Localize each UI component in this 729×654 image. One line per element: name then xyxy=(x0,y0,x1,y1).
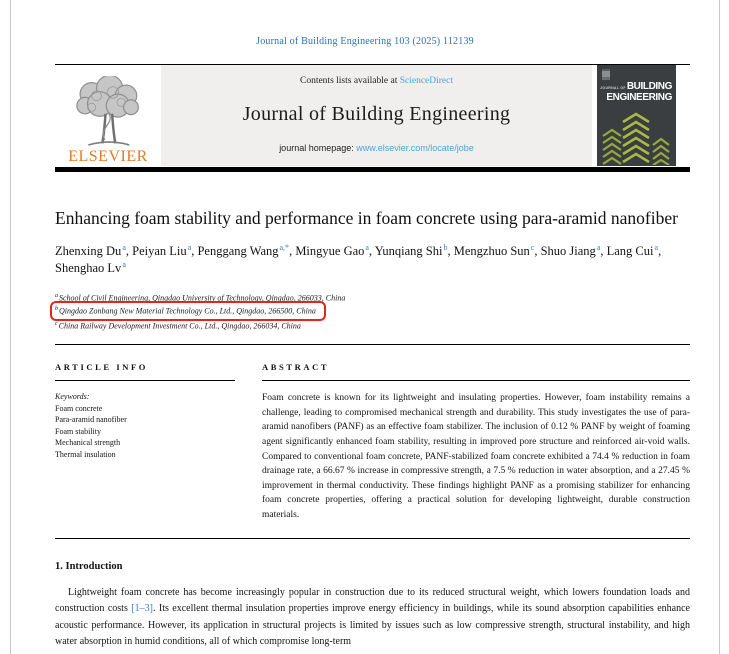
info-abstract-columns xyxy=(55,345,690,522)
keyword: Mechanical strength xyxy=(55,438,121,448)
author-name: Peiyan Liu xyxy=(132,244,187,259)
keyword: Foam concrete xyxy=(55,403,103,413)
cover-title-line2: ENGINEERING xyxy=(606,92,672,103)
introduction-text-before-ref: Lightweight foam concrete has become increasingly popular in construction due to its reduced structural weight, which lowers foundation loads and construction costs xyxy=(55,587,690,615)
author-affiliation-mark[interactable]: a,* xyxy=(279,243,290,253)
homepage-line xyxy=(161,143,592,153)
author xyxy=(55,261,126,275)
introduction-paragraph xyxy=(55,585,690,650)
journal-citation-link[interactable]: Journal of Building Engineering 103 (2025) 112139 xyxy=(256,36,474,47)
affiliation-list xyxy=(55,291,690,332)
journal-cover-thumbnail xyxy=(597,65,676,166)
author xyxy=(55,244,132,258)
author-affiliation-mark[interactable]: a xyxy=(365,243,369,253)
author-name: Lang Cui xyxy=(606,244,654,259)
author xyxy=(541,244,607,258)
sciencedirect-link[interactable]: ScienceDirect xyxy=(399,76,453,86)
affiliation-mark: a xyxy=(55,292,58,299)
article-body xyxy=(11,207,719,650)
affiliation-text: School of Civil Engineering, Qingdao University of Technology, Qingdao, 266033, China xyxy=(59,293,346,303)
author-name: Shenghao Lv xyxy=(55,260,122,275)
homepage-prefix: journal homepage: xyxy=(279,143,357,153)
reference-link-1-3[interactable]: [1–3] xyxy=(131,603,153,615)
article-title: Enhancing foam stability and performance in foam concrete using para-aramid nanofiber xyxy=(55,208,678,228)
author-affiliation-mark[interactable]: a xyxy=(122,259,126,269)
keyword: Foam stability xyxy=(55,426,101,436)
article-info-heading: ARTICLE INFO xyxy=(55,362,149,373)
author-affiliation-mark[interactable]: a xyxy=(654,243,659,253)
author-name: Mingyue Gao xyxy=(295,244,365,259)
highlighted-affiliation-b xyxy=(50,301,326,321)
author-name: Mengzhuo Sun xyxy=(453,244,530,259)
keyword: Thermal insulation xyxy=(55,449,116,459)
elsevier-logo xyxy=(55,65,161,166)
abstract-text: Foam concrete is known for its lightweight and insulating properties. However, foam instability remains a challenge, leading to compromised mechanical strength and durability. This study investigates the use of para-aramid nanofibers (PANF) as an effective foam stabilizer. The inclusion of 0.12 % PANF by weight of foaming agent significantly enhanced foam stability, resulting in improved pore structure and reinforced air-void walls. Compared to conventional foam concrete, PANF-stabilized foam concrete exhibited a 74.4 % reduction in foam drainage rate, a 66.67 % increase in compressive strength, a 7.5 % reduction in water absorption, and a 27.45 % improvement in thermal conductivity. These findings highlight PANF as a promising stabilizer for enhancing foam concrete properties, offering a practical solution for developing lightweight, durable construction materials. xyxy=(262,393,690,520)
keywords-label: Keywords: xyxy=(55,392,90,402)
abstract-rule xyxy=(262,380,690,381)
affiliation-text: Qingdao Zonbang New Material Technology Co., Ltd., Qingdao, 266500, China xyxy=(59,306,316,316)
author xyxy=(197,244,295,258)
author xyxy=(454,244,541,258)
introduction-text-after-ref: . Its excellent thermal insulation properties improve energy efficiency in buildings, while its sound absorption capabilities enhance acoustic performance. However, its application in structural projects is limited by issues such as low compressive strength, structural instability, and high water absorption in humid conditions, all of which compromise long-term xyxy=(55,603,690,647)
affiliation-mark: c xyxy=(55,321,58,328)
author xyxy=(295,244,374,258)
cover-emblem-icon xyxy=(602,69,610,80)
cover-title xyxy=(597,80,676,102)
author-list xyxy=(55,243,690,276)
author-affiliation-mark[interactable]: a xyxy=(122,243,126,253)
header-banner xyxy=(55,65,690,166)
author xyxy=(375,244,454,258)
author xyxy=(607,244,662,258)
author-affiliation-mark[interactable]: b xyxy=(443,243,448,253)
keyword: Para-aramid nanofiber xyxy=(55,415,127,425)
divider-below-abstract xyxy=(55,538,690,539)
author-affiliation-mark[interactable]: a xyxy=(187,243,192,253)
author-name: Penggang Wang xyxy=(197,244,279,259)
author xyxy=(132,244,197,258)
affiliation-c xyxy=(55,319,690,332)
journal-masthead xyxy=(161,65,592,166)
elsevier-wordmark: ELSEVIER xyxy=(68,148,148,165)
article-info-rule xyxy=(55,380,235,381)
article-info-column xyxy=(55,362,235,522)
abstract-heading: ABSTRACT xyxy=(262,362,330,373)
journal-homepage-link[interactable]: www.elsevier.com/locate/jobe xyxy=(356,143,474,153)
cover-title-kicker: JOURNAL OF xyxy=(600,86,626,90)
header-bottom-rule xyxy=(55,167,690,172)
author-affiliation-mark[interactable]: a xyxy=(596,243,601,253)
cover-title-line1: BUILDING xyxy=(626,81,672,92)
elsevier-tree-icon xyxy=(67,76,149,150)
contents-line xyxy=(161,76,592,86)
affiliation-text: China Railway Development Investment Co., Ltd., Qingdao, 266034, China xyxy=(58,321,301,331)
author-name: Zhenxing Du xyxy=(55,244,122,259)
author-affiliation-mark[interactable]: c xyxy=(530,243,535,253)
chevron-trees-icon xyxy=(601,109,672,165)
author-name: Yunqiang Shi xyxy=(374,244,443,259)
journal-header xyxy=(55,64,690,172)
abstract-column xyxy=(262,362,690,522)
journal-title: Journal of Building Engineering xyxy=(242,103,511,125)
author-name: Shuo Jiang xyxy=(540,244,596,259)
pdf-page xyxy=(10,0,720,654)
contents-prefix: Contents lists available at xyxy=(299,76,400,86)
affiliation-mark: b xyxy=(55,306,58,313)
section-heading-introduction: 1. Introduction xyxy=(55,561,123,573)
